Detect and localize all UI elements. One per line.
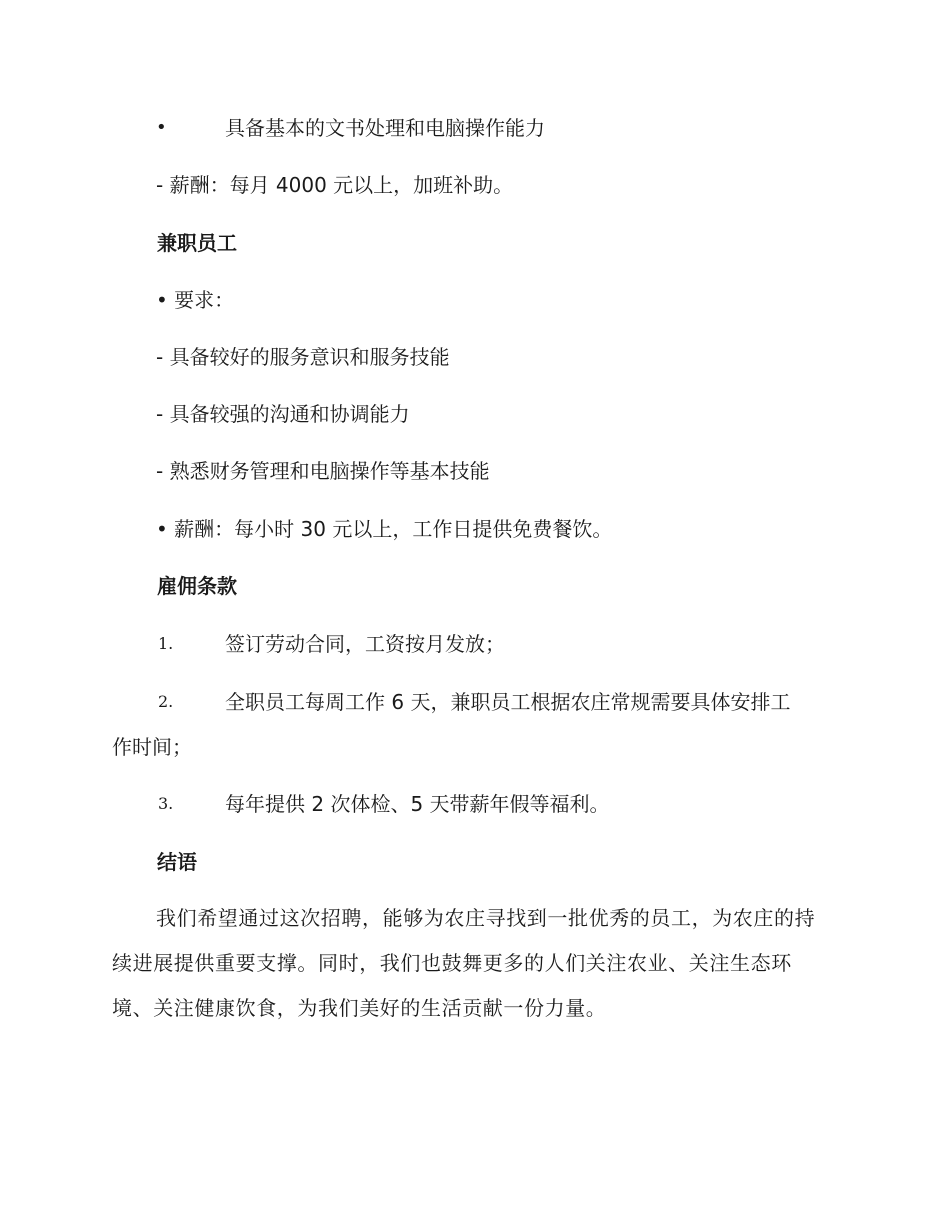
list-number: 3. (158, 794, 174, 813)
fulltime-salary: - 薪酬：每月 4000 元以上，加班补助。 (156, 173, 514, 197)
terms-heading: 雇佣条款 (157, 574, 237, 598)
term-text: 全职员工每周工作 6 天，兼职员工根据农庄常规需要具体安排工 (225, 690, 791, 714)
list-number: 2. (158, 692, 174, 711)
list-number: 1. (158, 634, 174, 653)
conclusion-paragraph: 我们希望通过这次招聘，能够为农庄寻找到一批优秀的员工，为农庄的持续进展提供重要支撑。同时，我们也鼓舞更多的人们关注农业、关注生态环境、关注健康饮食，为我们美好的生活贡献一份力量。 (112, 906, 816, 1020)
conclusion-heading: 结语 (157, 850, 197, 874)
requirement-item: - 具备较好的服务意识和服务技能 (156, 345, 450, 369)
requirement-item: - 具备较强的沟通和协调能力 (156, 402, 410, 426)
parttime-salary: • 薪酬：每小时 30 元以上，工作日提供免费餐饮。 (156, 517, 613, 541)
requirements-label: • 要求： (156, 288, 235, 312)
term-text-continuation: 作时间； (112, 735, 192, 759)
requirement-item: - 熟悉财务管理和电脑操作等基本技能 (156, 459, 490, 483)
term-text: 每年提供 2 次体检、5 天带薪年假等福利。 (225, 792, 610, 816)
term-text: 签订劳动合同，工资按月发放； (225, 632, 505, 656)
bullet-mark: • (156, 117, 167, 138)
parttime-heading: 兼职员工 (157, 231, 237, 255)
bullet-text: 具备基本的文书处理和电脑操作能力 (225, 116, 545, 140)
